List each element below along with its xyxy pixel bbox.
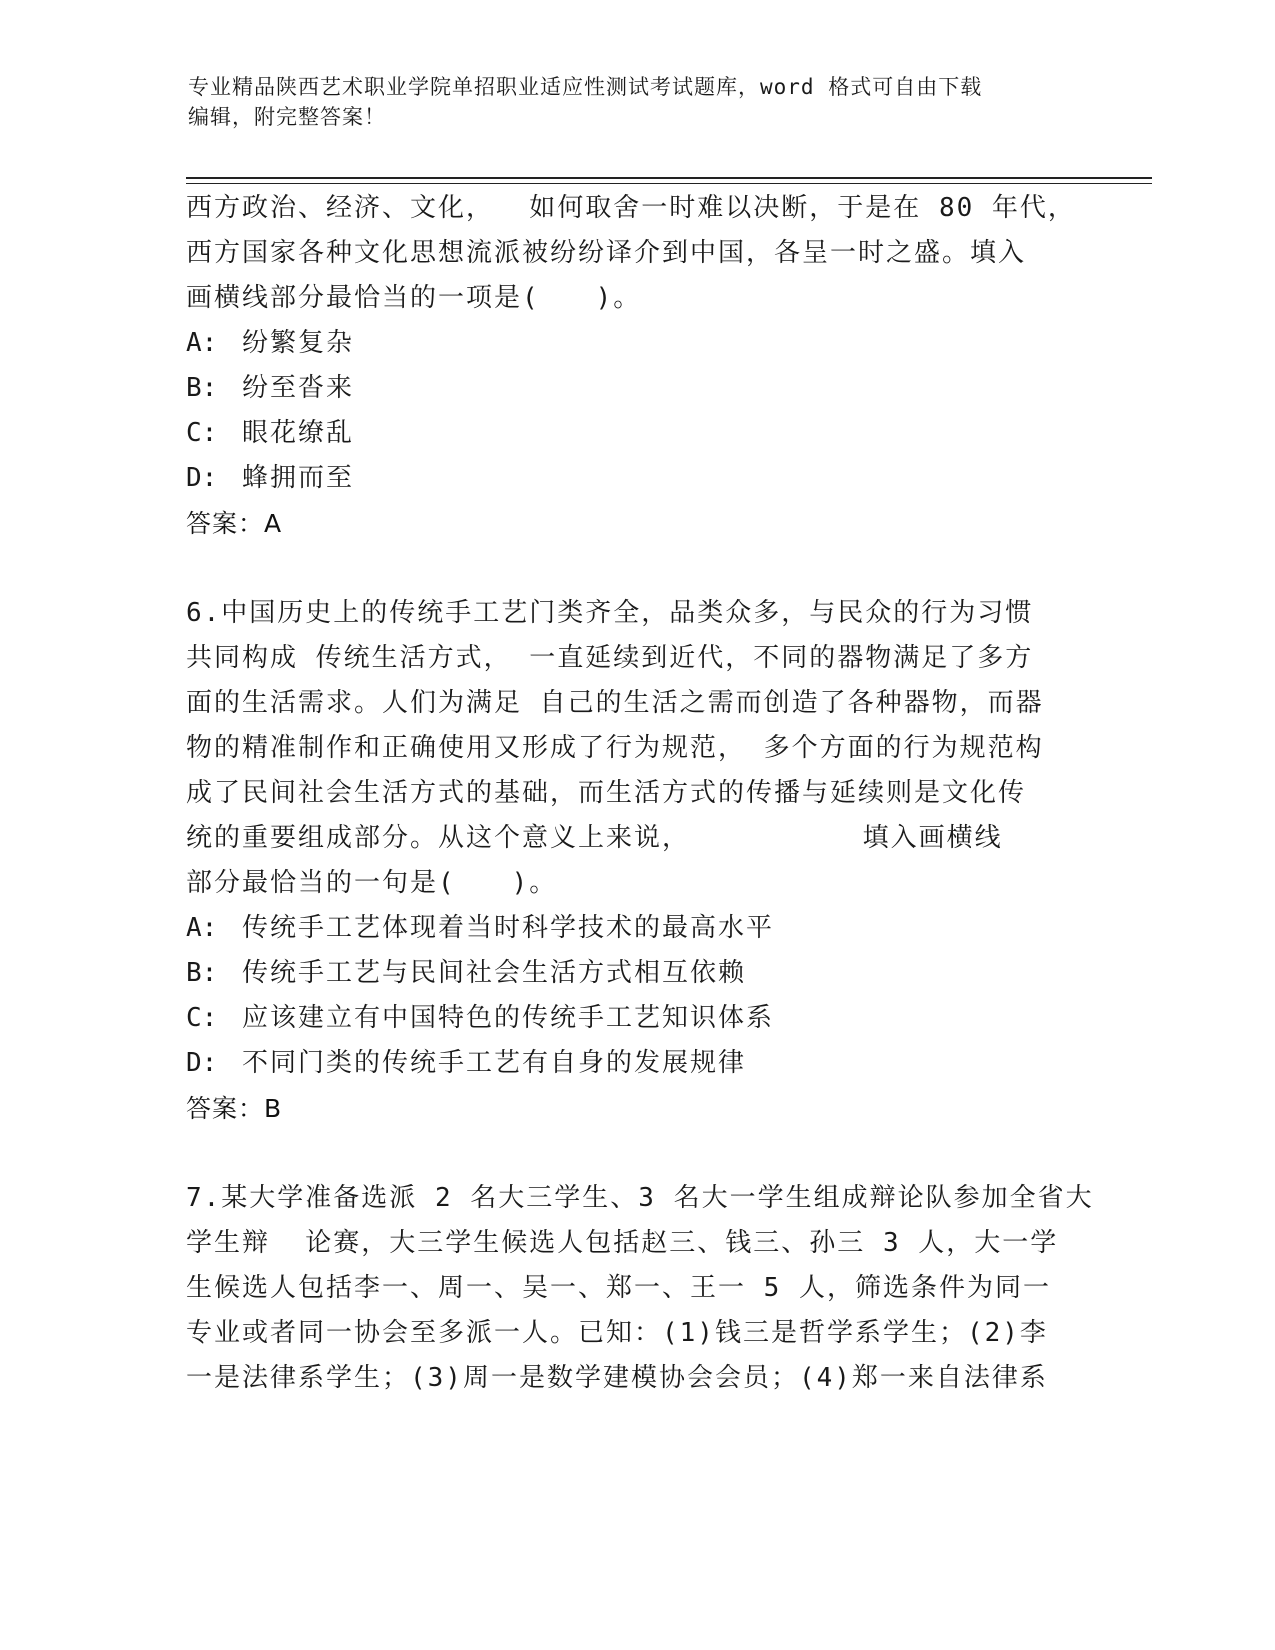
option-key: B: <box>186 958 218 988</box>
header-rule-thick <box>186 177 1152 179</box>
header-line-2: 编辑，附完整答案！ <box>188 105 386 129</box>
option-text: 眼花缭乱 <box>242 418 355 448</box>
question-text-line: 生候选人包括李一、周一、吴一、郑一、王一 5 人，筛选条件为同一 <box>186 1273 1051 1303</box>
document-body <box>186 186 1094 1401</box>
header-line-1: 专业精品陕西艺术职业学院单招职业适应性测试考试题库，word 格式可自由下载 <box>188 75 983 99</box>
question-text-line: 物的精准制作和正确使用又形成了行为规范， 多个方面的行为规范构 <box>186 733 1044 763</box>
page-header <box>188 72 1068 132</box>
option-d <box>186 456 1086 501</box>
option-text: 纷繁复杂 <box>242 328 355 358</box>
question-6 <box>186 591 1086 1131</box>
option-b <box>186 366 1086 411</box>
option-c <box>186 411 1086 456</box>
question-text-line: 7.某大学准备选派 2 名大三学生、3 名大一学生组成辩论队参加全省大 <box>186 1183 1094 1213</box>
option-key: A: <box>186 328 218 358</box>
option-key: D: <box>186 463 218 493</box>
spacer <box>186 1131 1086 1176</box>
question-text-line: 专业或者同一协会至多派一人。已知：(1)钱三是哲学系学生；(2)李 <box>186 1318 1048 1348</box>
option-text: 不同门类的传统手工艺有自身的发展规律 <box>242 1048 747 1078</box>
option-c <box>186 996 1086 1041</box>
question-text-line: 部分最恰当的一句是( )。 <box>186 868 558 898</box>
option-key: A: <box>186 913 218 943</box>
header-rule-thin <box>186 183 1152 184</box>
option-text: 纷至沓来 <box>242 373 355 403</box>
option-a <box>186 321 1086 366</box>
option-text: 蜂拥而至 <box>242 463 355 493</box>
question-text-line: 西方政治、经济、文化， 如何取舍一时难以决断，于是在 80 年代， <box>186 193 1076 223</box>
answer-line: 答案：A <box>186 509 283 538</box>
question-text-line: 面的生活需求。人们为满足 自己的生活之需而创造了各种器物，而器 <box>186 688 1044 718</box>
question-text-line: 学生辩 论赛，大三学生候选人包括赵三、钱三、孙三 3 人，大一学 <box>186 1228 1059 1258</box>
question-text-line: 共同构成 传统生活方式， 一直延续到近代，不同的器物满足了多方 <box>186 643 1034 673</box>
option-key: C: <box>186 1003 218 1033</box>
option-key: C: <box>186 418 218 448</box>
option-text: 传统手工艺体现着当时科学技术的最高水平 <box>242 913 775 943</box>
question-5 <box>186 186 1086 546</box>
question-text-line: 6.中国历史上的传统手工艺门类齐全，品类众多，与民众的行为习惯 <box>186 598 1034 628</box>
option-text: 应该建立有中国特色的传统手工艺知识体系 <box>242 1003 775 1033</box>
question-text-line: 统的重要组成部分。从这个意义上来说， 填入画横线 <box>186 823 1003 853</box>
option-text: 传统手工艺与民间社会生活方式相互依赖 <box>242 958 747 988</box>
option-d <box>186 1041 1086 1086</box>
option-a <box>186 906 1086 951</box>
spacer <box>186 546 1086 591</box>
question-text-line: 成了民间社会生活方式的基础，而生活方式的传播与延续则是文化传 <box>186 778 1027 808</box>
question-7 <box>186 1176 1094 1401</box>
option-b <box>186 951 1086 996</box>
option-key: B: <box>186 373 218 403</box>
question-text-line: 画横线部分最恰当的一项是( )。 <box>186 283 642 313</box>
answer-line: 答案：B <box>186 1094 283 1123</box>
question-text-line: 西方国家各种文化思想流派被纷纷译介到中国，各呈一时之盛。填入 <box>186 238 1027 268</box>
option-key: D: <box>186 1048 218 1078</box>
question-text-line: 一是法律系学生；(3)周一是数学建模协会会员；(4)郑一来自法律系 <box>186 1363 1048 1393</box>
